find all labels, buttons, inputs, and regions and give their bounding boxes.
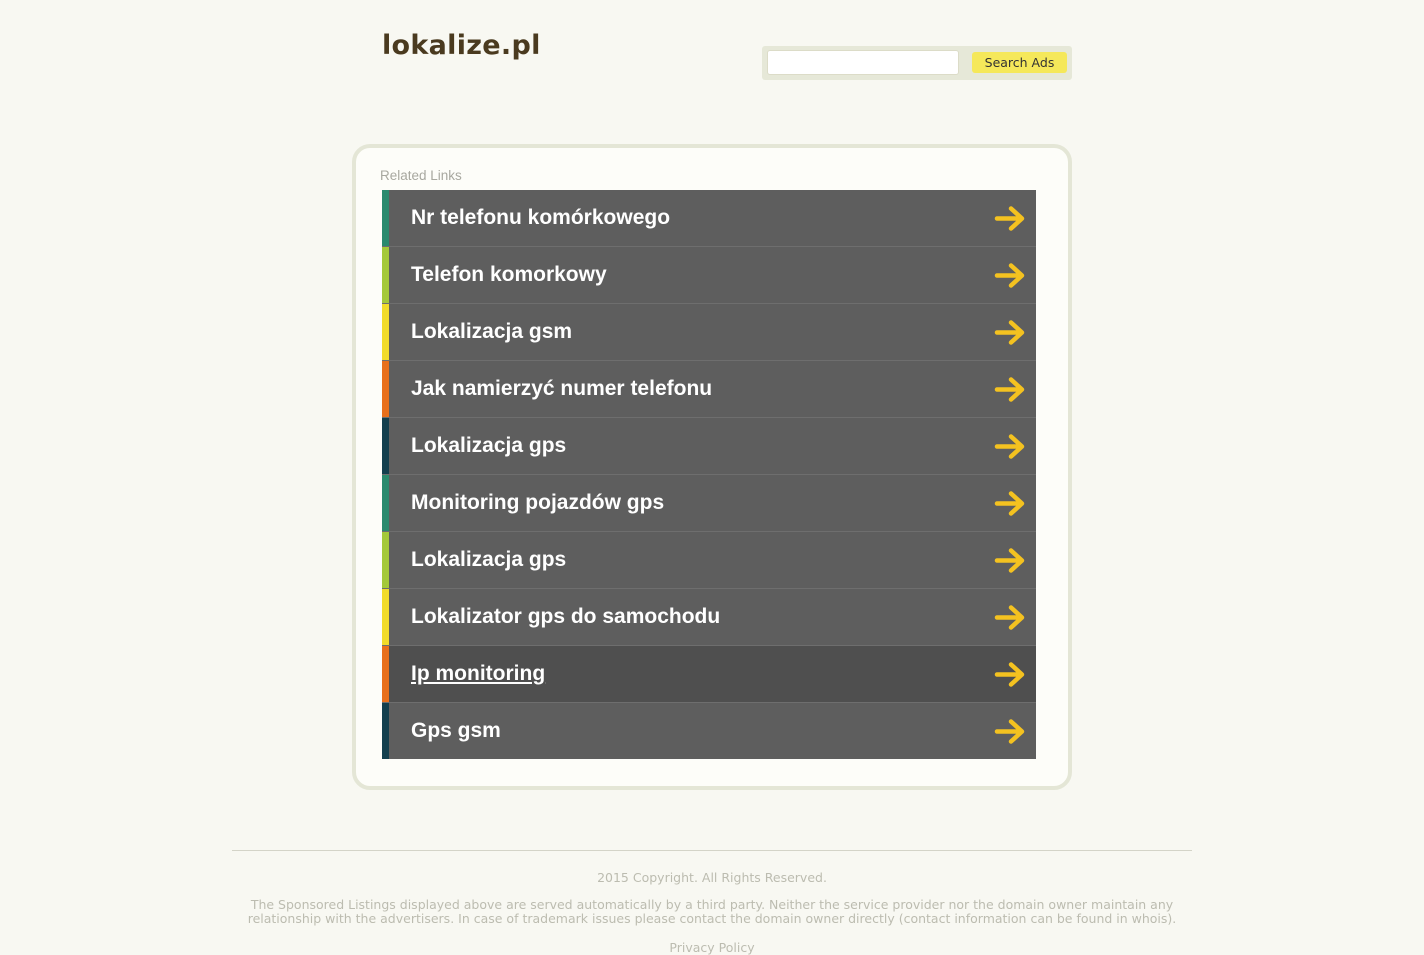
- related-link[interactable]: [382, 532, 1036, 589]
- related-link[interactable]: [382, 304, 1036, 361]
- related-link[interactable]: [382, 190, 1036, 247]
- related-link-label[interactable]: Lokalizacja gps: [411, 548, 567, 571]
- related-link-label[interactable]: Lokalizacja gps: [411, 434, 567, 457]
- related-link-label[interactable]: Nr telefonu komórkowego: [411, 206, 671, 229]
- related-link-label[interactable]: Gps gsm: [411, 719, 501, 742]
- arrow-right-icon: [994, 205, 1026, 232]
- link-color-stripe: [382, 361, 389, 417]
- search-ads-button[interactable]: Search Ads: [972, 52, 1067, 73]
- link-color-stripe: [382, 304, 389, 360]
- search-input[interactable]: [767, 50, 959, 75]
- arrow-right-icon: [994, 661, 1026, 688]
- related-link-label[interactable]: Monitoring pojazdów gps: [411, 491, 665, 514]
- privacy-policy-link[interactable]: Privacy Policy: [669, 940, 755, 955]
- related-link[interactable]: [382, 589, 1036, 646]
- arrow-right-icon: [994, 433, 1026, 460]
- arrow-right-icon: [994, 547, 1026, 574]
- site-logo[interactable]: lokalize.pl: [382, 30, 541, 61]
- arrow-right-icon: [994, 262, 1026, 289]
- related-link-label[interactable]: Lokalizator gps do samochodu: [411, 605, 721, 628]
- link-color-stripe: [382, 475, 389, 531]
- related-links-list: [382, 190, 1036, 759]
- arrow-right-icon: [994, 604, 1026, 631]
- link-color-stripe: [382, 247, 389, 303]
- footer-divider: [232, 850, 1192, 851]
- related-link[interactable]: [382, 418, 1036, 475]
- arrow-right-icon: [994, 490, 1026, 517]
- related-link[interactable]: [382, 247, 1036, 304]
- related-link[interactable]: [382, 703, 1036, 759]
- related-link-label[interactable]: Ip monitoring: [411, 662, 546, 685]
- arrow-right-icon: [994, 376, 1026, 403]
- copyright-text: 2015 Copyright. All Rights Reserved.: [597, 870, 827, 885]
- arrow-right-icon: [994, 319, 1026, 346]
- related-link-label[interactable]: Lokalizacja gsm: [411, 320, 573, 343]
- arrow-right-icon: [994, 718, 1026, 745]
- link-color-stripe: [382, 589, 389, 645]
- related-link-label[interactable]: Telefon komorkowy: [411, 263, 607, 286]
- related-link-label[interactable]: Jak namierzyć numer telefonu: [411, 377, 713, 400]
- related-link[interactable]: [382, 646, 1036, 703]
- related-link[interactable]: [382, 361, 1036, 418]
- disclaimer-text: The Sponsored Listings displayed above are served automatically by a third party. Neither the service provider nor the domain owner maintain any relationship with the advertisers. In case of trademark issues please contact the domain owner directly (contact information can be found in whois).: [247, 897, 1177, 926]
- link-color-stripe: [382, 703, 389, 759]
- link-color-stripe: [382, 190, 389, 246]
- related-link[interactable]: [382, 475, 1036, 532]
- link-color-stripe: [382, 646, 389, 702]
- search-bar: [762, 46, 1072, 80]
- link-color-stripe: [382, 418, 389, 474]
- link-color-stripe: [382, 532, 389, 588]
- related-links-title: Related Links: [380, 168, 462, 183]
